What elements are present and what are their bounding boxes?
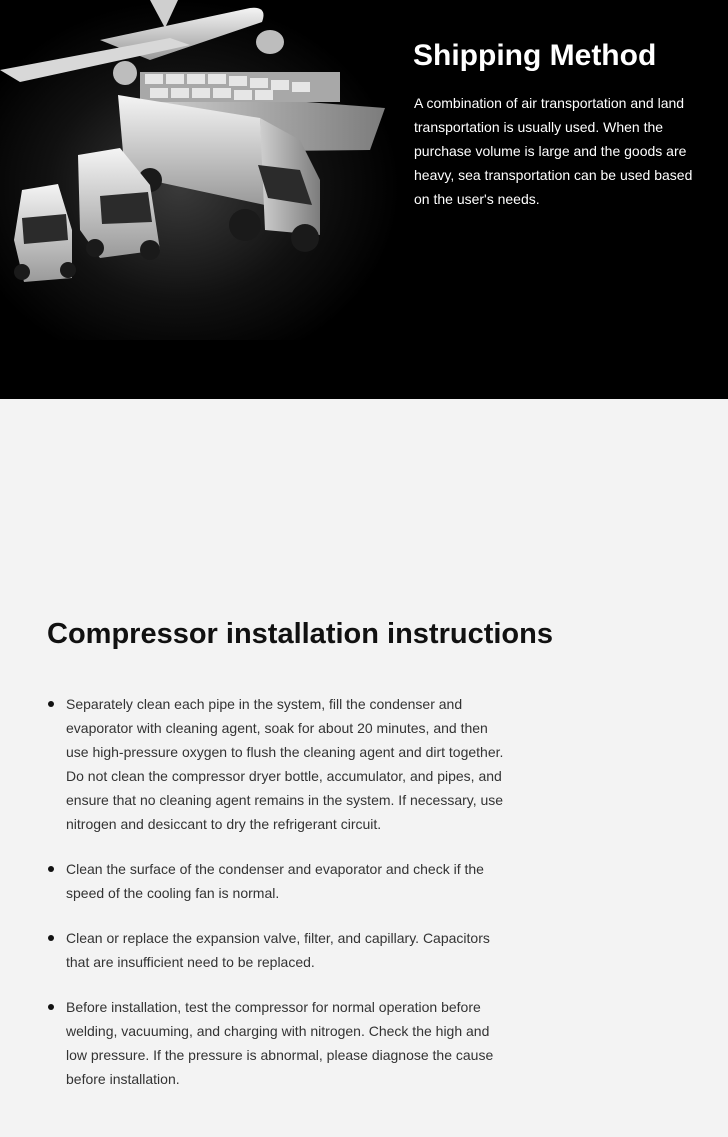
shipping-method-title: Shipping Method [413, 39, 657, 72]
installation-instructions-title: Compressor installation instructions [47, 618, 553, 650]
shipping-vehicles-illustration [0, 0, 400, 340]
step-text: Clean the surface of the condenser and evaporator and check if the speed of the cooling fan is normal. [66, 861, 484, 901]
shipping-method-description: A combination of air transportation and land transportation is usually used. When the purchase volume is large and the goods are heavy, sea transportation can be used based on the user's needs. [414, 95, 693, 207]
bullet-icon [48, 701, 54, 707]
bullet-icon [48, 866, 54, 872]
step-text: Before installation, test the compressor for normal operation before welding, vacuuming, and charging with nitrogen. Check the high and low pressure. If the pressure is abnormal, please diagnose the cause before installation. [66, 999, 494, 1087]
list-item [47, 857, 507, 905]
list-item [47, 692, 507, 836]
step-text: Clean or replace the expansion valve, filter, and capillary. Capacitors that are insufficient need to be replaced. [66, 930, 490, 970]
list-item [47, 995, 507, 1091]
bullet-icon [48, 1004, 54, 1010]
bullet-icon [48, 935, 54, 941]
step-text: Separately clean each pipe in the system, fill the condenser and evaporator with cleaning agent, soak for about 20 minutes, and then use high-pressure oxygen to flush the cleaning agent and dirt together. Do not clean the compressor dryer bottle, accumulator, and pipes, and ensure that no cleaning agent remains in the system. If necessary, use nitrogen and desiccant to dry the refrigerant circuit. [66, 696, 504, 832]
list-item [47, 926, 507, 974]
installation-steps-list [47, 692, 507, 1091]
shipping-method-banner [0, 0, 728, 399]
